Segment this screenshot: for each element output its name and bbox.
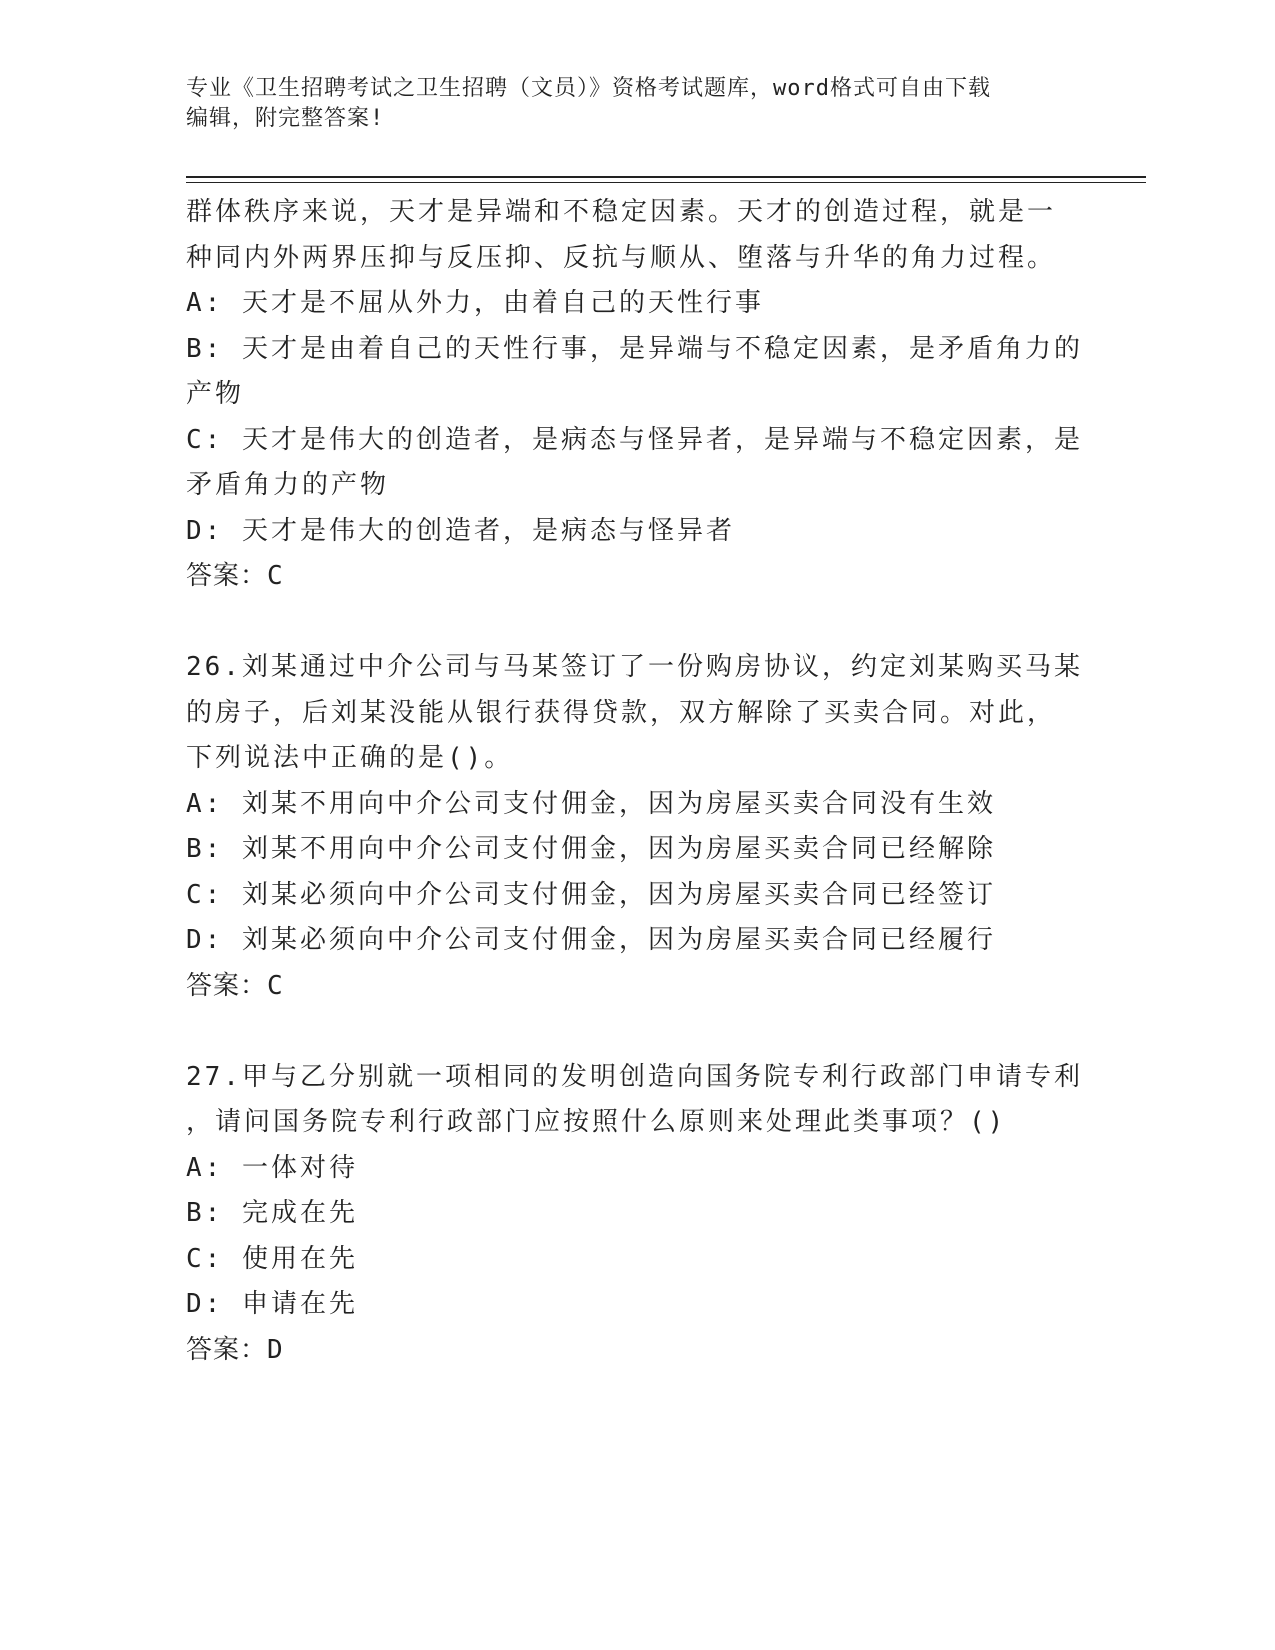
question-25 (186, 190, 1083, 600)
header-divider-thick (186, 176, 1146, 178)
question-25-answer: 答案：C (186, 561, 284, 591)
question-25-option-a: A: 天才是不屈从外力，由着自己的天性行事 (186, 288, 764, 318)
spacer (186, 1009, 1076, 1055)
question-26-option-a: A: 刘某不用向中介公司支付佣金，因为房屋买卖合同没有生效 (186, 788, 996, 819)
question-27-stem-line-1: 27.甲与乙分别就一项相同的发明创造向国务院专利行政部门申请专利 (186, 1061, 1083, 1092)
question-26-stem-line-1: 26.刘某通过中介公司与马某签订了一份购房协议，约定刘某购买马某 (186, 652, 1083, 682)
question-26-stem-line-2: 的房子，后刘某没能从银行获得贷款，双方解除了买卖合同。对此， (186, 697, 1057, 728)
question-26-answer: 答案：C (186, 970, 284, 1001)
question-26-option-b: B: 刘某不用向中介公司支付佣金，因为房屋买卖合同已经解除 (186, 834, 996, 864)
question-26-option-d: D: 刘某必须向中介公司支付佣金，因为房屋买卖合同已经履行 (186, 925, 996, 955)
question-25-option-c-line-2: 矛盾角力的产物 (186, 470, 390, 500)
question-27 (186, 1055, 1083, 1374)
header-line-1: 专业《卫生招聘考试之卫生招聘（文员）》资格考试题库，word格式可自由下载 (186, 76, 991, 101)
header-line-2: 编辑，附完整答案! (186, 106, 385, 131)
question-25-option-b-line-2: 产物 (186, 379, 245, 409)
question-25-stem-line-2: 种同内外两界压抑与反压抑、反抗与顺从、堕落与升华的角力过程。 (186, 242, 1057, 273)
document-header (186, 74, 1066, 134)
question-25-stem-line-1: 群体秩序来说，天才是异端和不稳定因素。天才的创造过程，就是一 (186, 197, 1057, 227)
question-25-option-b-line-1: B: 天才是由着自己的天性行事，是异端与不稳定因素，是矛盾角力的 (186, 333, 1083, 364)
question-27-option-c: C: 使用在先 (186, 1243, 358, 1274)
question-26-stem-line-3: 下列说法中正确的是()。 (186, 743, 514, 773)
question-25-option-c-line-1: C: 天才是伟大的创造者，是病态与怪异者，是异端与不稳定因素，是 (186, 424, 1083, 455)
question-26-option-c: C: 刘某必须向中介公司支付佣金，因为房屋买卖合同已经签订 (186, 879, 996, 910)
question-content (186, 190, 1083, 1373)
question-25-option-d: D: 天才是伟大的创造者，是病态与怪异者 (186, 515, 735, 546)
question-27-stem-line-2: ，请问国务院专利行政部门应按照什么原则来处理此类事项？() (186, 1107, 1007, 1137)
header-divider-thin (186, 182, 1146, 183)
question-27-answer: 答案：D (186, 1334, 284, 1365)
question-27-option-a: A: 一体对待 (186, 1152, 358, 1183)
question-27-option-b: B: 完成在先 (186, 1198, 358, 1228)
question-27-option-d: D: 申请在先 (186, 1289, 358, 1319)
question-26 (186, 645, 1083, 1009)
spacer (186, 600, 1076, 646)
